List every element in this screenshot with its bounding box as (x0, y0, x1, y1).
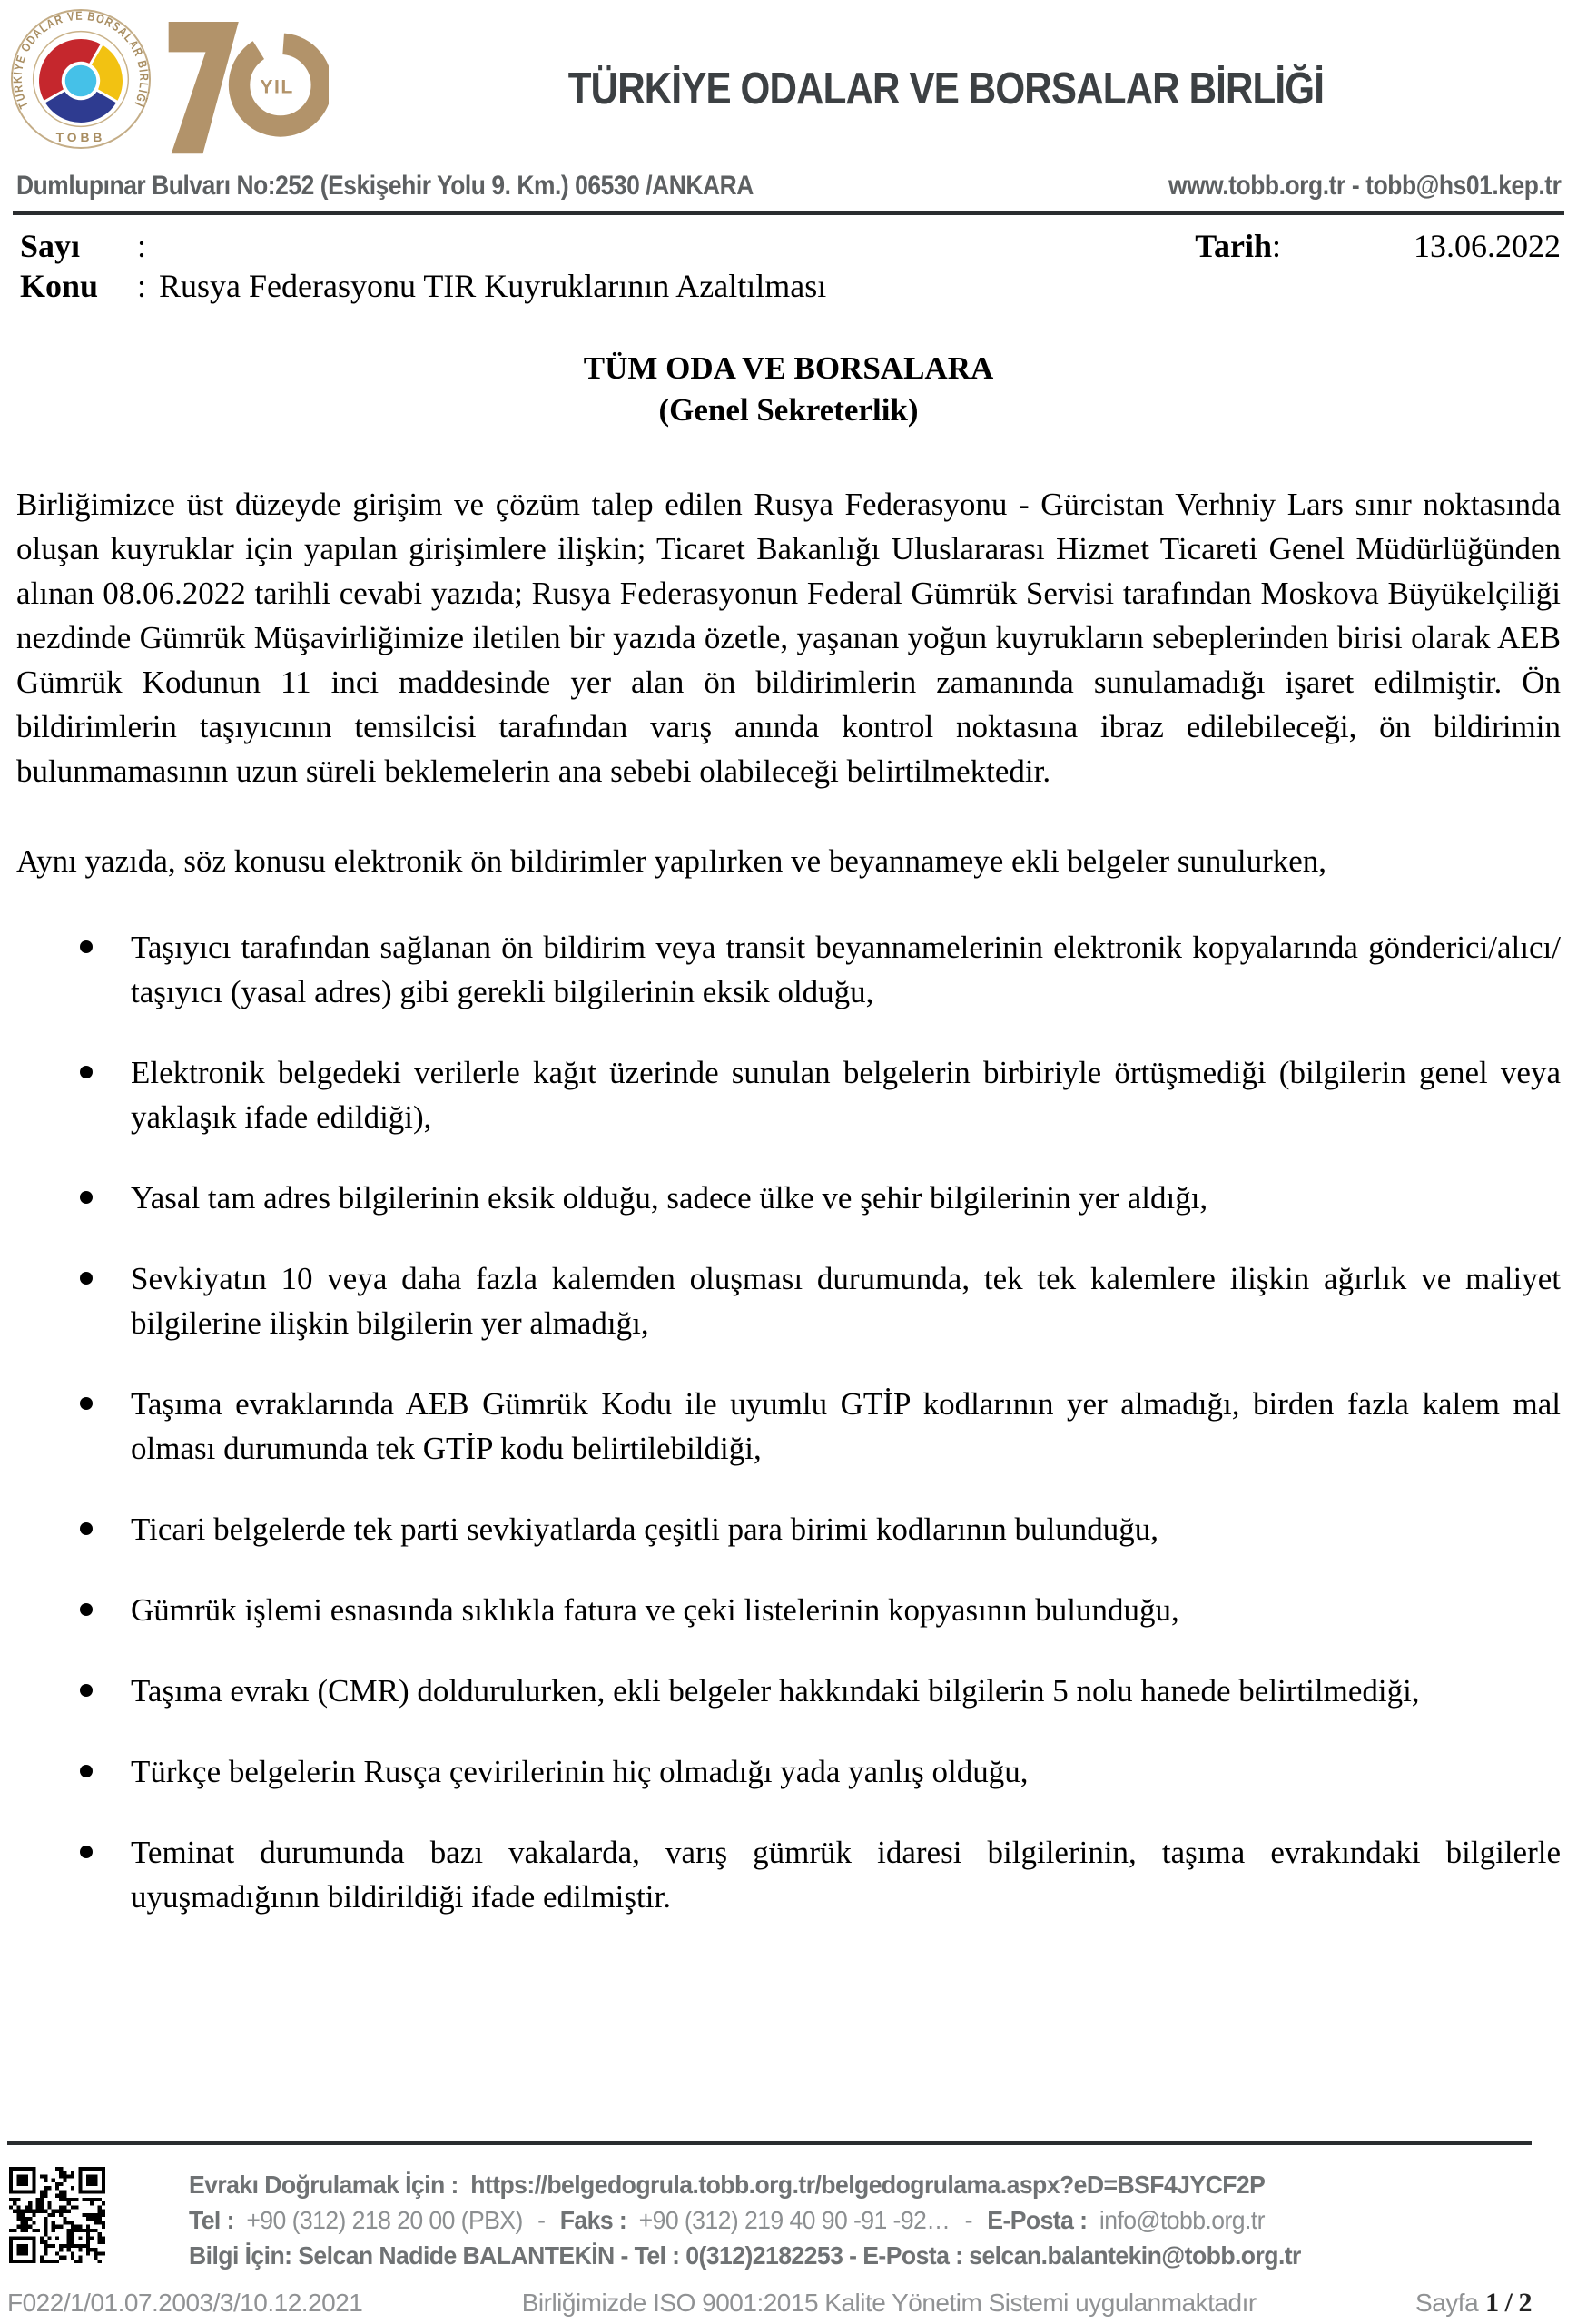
list-item: Ticari belgelerde tek parti sevkiyatlarda çeşitli para birimi kodlarının bulunduğu, (16, 1507, 1561, 1551)
org-address: Dumlupınar Bulvarı No:252 (Eskişehir Yolu 9. Km.) 06530 /ANKARA (16, 171, 754, 201)
list-item: Elektronik belgedeki verilerle kağıt üzerinde sunulan belgelerin birbiriyle örtüşmediği (bilgilerin genel veya yaklaşık ifade edildiği), (16, 1050, 1561, 1139)
footer-bottom-row (7, 2288, 1532, 2319)
document-meta (20, 226, 1561, 306)
recipient-line2: (Genel Sekreterlik) (658, 392, 919, 428)
iso-note: Birliğimizde ISO 9001:2015 Kalite Yönetim Sistemi uygulanmaktadır (521, 2289, 1257, 2317)
recipient-line1: TÜM ODA VE BORSALARA (583, 350, 994, 386)
verify-label: Evrakı Doğrulamak İçin : (189, 2171, 458, 2199)
tobb-ring-text: TÜRKİYE ODALAR VE BORSALAR BİRLİĞİ (10, 8, 152, 111)
bullet-icon (80, 1066, 93, 1078)
anniversary-yil-text: YIL (260, 76, 294, 98)
list-item: Teminat durumunda bazı vakalarda, varış gümrük idaresi bilgilerinin, taşıma evrakındaki bilgilerle uyuşmadığının bildirildiği ifade edilmiştir. (16, 1830, 1561, 1919)
body-paragraph-1: Birliğimizce üst düzeyde girişim ve çözüm talep edilen Rusya Federasyonu - Gürcistan Verhniy Lars sınır noktasında oluşan kuyruklar için yapılan girişimlere ilişkin; Ticaret Bakanlığı Uluslararası Hizmet Ticareti Genel Müdürlüğünden alınan 08.06.2022 tarihli cevabi yazıda; Rusya Federasyonun Federal Gümrük Servisi tarafından Moskova Büyükelçiliği nezdinde Gümrük Müşavirliğimize iletilen bir yazıda özetle, yaşanan yoğun kuyrukların sebeplerinden birisi olarak AEB Gümrük Kodunun 11 inci maddesinde yer alan ön bildirimlerin zamanında sunulamadığı işaret edilmiştir. Ön bildirimlerin taşıyıcının temsilcisi tarafından varış anında kontrol noktasına ibraz edilebileceği, ön bildirimin bulunmamasının uzun süreli beklemelerin ana sebebi olabileceği belirtilmektedir. (16, 487, 1561, 789)
list-item: Taşıma evrakı (CMR) doldurulurken, ekli belgeler hakkındaki bilgilerin 5 nolu hanede belirtilmediği, (16, 1669, 1561, 1713)
address-band (13, 171, 1564, 215)
sayi-tarih-row: Sayı : Tarih : 13.06.2022 (20, 228, 1561, 264)
qr-code (9, 2167, 105, 2263)
org-kep-email: tobb@hs01.kep.tr (1365, 171, 1561, 201)
org-website: www.tobb.org.tr (1168, 171, 1345, 201)
address-separator: - (1351, 171, 1359, 201)
tarih-label: Tarih (1195, 228, 1272, 264)
phone-line: Tel : +90 (312) 218 20 00 (PBX) - Faks : +90 (312) 219 40 90 -91 -92… - E-Posta : info@tobb.org.tr (189, 2206, 1265, 2234)
letter-body (16, 431, 1561, 1955)
page-number: Sayfa 1 / 2 (1415, 2288, 1532, 2318)
list-item: Yasal tam adres bilgilerinin eksik olduğu, sadece ülke ve şehir bilgilerinin yer aldığı, (16, 1176, 1561, 1220)
footer-contact-block (189, 2167, 1365, 2273)
doc-code: F022/1/01.07.2003/3/10.12.2021 (7, 2289, 363, 2317)
faks-value: +90 (312) 219 40 90 -91 -92… (638, 2206, 951, 2234)
tel-label: Tel : (189, 2206, 234, 2234)
header (0, 0, 1577, 162)
verify-line (189, 2167, 1306, 2202)
tobb-logo-icon (9, 7, 153, 155)
tarih-value: 13.06.2022 (1414, 228, 1561, 264)
konu-value: Rusya Federasyonu TIR Kuyruklarının Azaltılması (159, 268, 827, 304)
konu-label: Konu (20, 268, 99, 304)
bullet-icon (80, 1397, 93, 1410)
70th-anniversary-icon (167, 16, 329, 162)
tel-value: +90 (312) 218 20 00 (PBX) (246, 2206, 523, 2234)
sayi-label: Sayı (20, 228, 81, 264)
bullet-icon (80, 1603, 93, 1616)
bullet-icon (80, 1846, 93, 1858)
list-item: Gümrük işlemi esnasında sıklıkla fatura ve çeki listelerinin kopyasının bulunduğu, (16, 1588, 1561, 1632)
list-item: Taşıyıcı tarafından sağlanan ön bildirim veya transit beyannamelerinin elektronik kopyalarında gönderici/alıcı/ taşıyıcı (yasal adres) gibi gerekli bilgilerinin eksik olduğu, (16, 925, 1561, 1014)
faks-label: Faks : (559, 2206, 627, 2234)
bullet-icon (80, 940, 93, 953)
bullet-icon (80, 1765, 93, 1777)
footer (0, 2141, 1577, 2324)
list-item: Taşıma evraklarında AEB Gümrük Kodu ile uyumlu GTİP kodlarının yer almadığı, birden fazla kalem mal olması durumunda tek GTİP kodu belirtilebildiği, (16, 1382, 1561, 1471)
bullet-icon (80, 1522, 93, 1535)
bullet-icon (80, 1191, 93, 1204)
body-paragraph-2: Aynı yazıda, söz konusu elektronik ön bildirimler yapılırken ve beyannameye ekli belgeler sunulurken, (16, 843, 1327, 879)
info-line: Bilgi İçin: Selcan Nadide BALANTEKİN - Tel : 0(312)2182253 - E-Posta : selcan.balantekin@tobb.org.tr (189, 2241, 1301, 2270)
tobb-ring-bottom-text: TOBB (55, 130, 106, 145)
eposta-label: E-Posta : (987, 2206, 1088, 2234)
bullet-icon (80, 1684, 93, 1697)
recipient-block (0, 348, 1577, 431)
footer-divider (7, 2141, 1532, 2145)
issue-bullet-list (16, 925, 1561, 1919)
org-web-contacts (1168, 171, 1561, 202)
org-title: TÜRKİYE ODALAR VE BORSALAR BİRLİĞİ (567, 64, 1324, 113)
verify-url: https://belgedogrula.tobb.org.tr/belgedogrulama.aspx?eD=BSF4JYCF2P (470, 2171, 1266, 2199)
list-item: Sevkiyatın 10 veya daha fazla kalemden oluşması durumunda, tek tek kalemlere ilişkin ağırlık ve maliyet bilgilerine ilişkin bilgilerin yer almadığı, (16, 1256, 1561, 1345)
bullet-icon (80, 1272, 93, 1285)
konu-row: Konu : Rusya Federasyonu TIR Kuyruklarının Azaltılması (20, 268, 827, 304)
list-item: Türkçe belgelerin Rusça çevirilerinin hiç olmadığı yada yanlış olduğu, (16, 1749, 1561, 1794)
eposta-value: info@tobb.org.tr (1099, 2206, 1265, 2234)
